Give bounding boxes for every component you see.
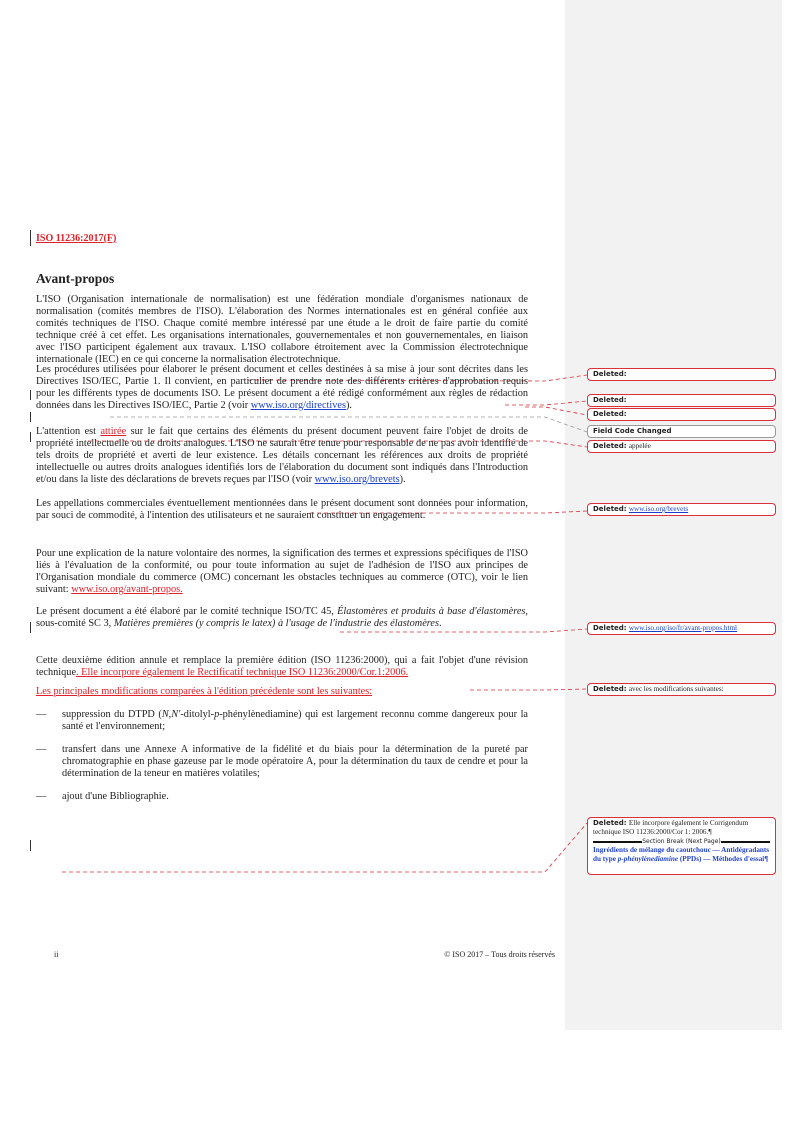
- brevets-link[interactable]: www.iso.org/brevets: [314, 473, 400, 485]
- text: ).: [346, 399, 353, 411]
- inserted-text: attirée: [100, 426, 127, 437]
- text: Pour une explication de la nature volontaire des normes, la signification des termes et expressions spécifiques de l'ISO liés à l'évaluation de la conformité, ou pour toute information au sujet de l'adhésion de l'ISO aux principes de l'Organisation mondiale du commerce (OMC) concernant les obstacles techniques au commerce (OTC), voir le lien suivant:: [36, 548, 528, 595]
- comment-label: Deleted:: [593, 819, 627, 827]
- text: , sous-comité SC 3,: [36, 606, 528, 629]
- text: N,N': [161, 709, 181, 720]
- text: Le présent document a été élaboré par le comité technique ISO/TC 45,: [36, 606, 338, 617]
- text: p: [214, 709, 220, 720]
- comment-deleted[interactable]: [587, 394, 776, 407]
- comment-field-code[interactable]: [587, 425, 776, 438]
- text: Matières premières (y compris le latex) à l'usage de l'industrie des élastomères: [113, 617, 439, 629]
- paragraph-voluntary: [36, 548, 528, 596]
- comment-label: Deleted:: [593, 505, 627, 513]
- change-bar: [30, 622, 31, 633]
- paragraph-committee: [36, 606, 528, 630]
- avant-propos-link[interactable]: www.iso.org/avant-propos.: [71, 583, 183, 595]
- section-break-label: Section Break (Next Page): [642, 838, 721, 845]
- comment-label: Field Code Changed: [593, 427, 672, 435]
- comment-deleted-section[interactable]: [587, 817, 776, 875]
- comment-text: Elle incorpore également le Corrigendum technique ISO 11236:2000/Cor 1: 2006.¶: [593, 819, 749, 836]
- text: -ditolyl-: [180, 709, 215, 720]
- text: p-phénylènediamine: [617, 855, 679, 863]
- comment-label: Deleted:: [593, 442, 627, 450]
- comment-label: Deleted:: [593, 370, 627, 378]
- dash-bullet: —: [36, 709, 47, 720]
- list-item: [36, 709, 528, 733]
- text: .: [438, 617, 442, 629]
- change-bar: [30, 840, 31, 851]
- comment-deleted[interactable]: [587, 408, 776, 421]
- text: (PPDs) — Méthodes d'essai¶: [678, 855, 769, 863]
- comment-label: Deleted:: [593, 396, 627, 404]
- comment-deleted[interactable]: [587, 683, 776, 696]
- paragraph-iso-intro: L'ISO (Organisation internationale de normalisation) est une fédération mondiale d'organismes nationaux de normalisation (comités membres de l'ISO). L'élaboration des Normes internationales est en général confiée aux comités techniques de l'ISO. Chaque comité membre intéressé par une étude a le droit de faire partie du comité technique créé à cet effet. Les organisations internationales, gouvernementales et non gouvernementales, en liaison avec l'ISO participent également aux travaux. L'ISO collabore étroitement avec la Commission électrotechnique internationale (IEC) en ce qui concerne la normalisation électrotechnique.: [36, 294, 528, 365]
- text: Cette deuxième édition annule et remplace la première édition (ISO 11236:2000), qui a fait l'objet d'une révision technique: [36, 655, 528, 678]
- document-header: ISO 11236:2017(F): [36, 233, 117, 244]
- dash-bullet: —: [36, 791, 47, 802]
- comment-deleted[interactable]: [587, 503, 776, 516]
- change-bar: [30, 432, 31, 442]
- change-bar: [30, 412, 31, 422]
- comment-label: Deleted:: [593, 685, 627, 693]
- list-item: [36, 791, 528, 803]
- directives-link[interactable]: www.iso.org/directives: [250, 399, 346, 411]
- dash-bullet: —: [36, 744, 47, 755]
- text: suppression du DTPD (: [62, 709, 162, 720]
- paragraph-procedures: [36, 364, 528, 412]
- text: L'attention est: [36, 426, 101, 437]
- paragraph-patents: [36, 426, 528, 486]
- copyright: © ISO 2017 – Tous droits réservés: [444, 950, 555, 959]
- change-bar: [30, 230, 31, 246]
- comment-text: www.iso.org/brevets: [628, 505, 689, 513]
- page-number: ii: [54, 950, 59, 959]
- paragraph-edition: [36, 655, 528, 679]
- text: Les procédures utilisées pour élaborer le présent document et celles destinées à sa mise à jour sont décrites dans les Directives ISO/IEC, Partie 1. Il convient, en particulier de prendre note des différents critères d'approbation requis pour les différents types de documents ISO. Le présent document a été rédigé conformément aux règles de rédaction données dans les Directives ISO/IEC, Partie 2 (voir: [36, 364, 528, 411]
- comment-label: Deleted:: [593, 410, 627, 418]
- section-title: Avant-propos: [36, 271, 115, 286]
- comment-label: Deleted:: [593, 624, 627, 632]
- text: ).: [399, 473, 406, 485]
- inserted-text: . Elle incorpore également le Rectificatif technique ISO 11236:2000/Cor.1:2006.: [76, 666, 409, 678]
- connector-line: [525, 407, 587, 415]
- comment-deleted[interactable]: [587, 368, 776, 381]
- list-item: [36, 744, 528, 780]
- text: transfert dans une Annexe A informative de la fidélité et du biais pour la détermination de la pureté par chromatographie en phase gazeuse par le mode opératoire A, pour la détermination du taux de cendre et pour la détermination de la teneur en matières volatiles;: [62, 744, 528, 779]
- connector-line: [62, 823, 587, 872]
- section-break: [593, 837, 770, 846]
- text: Élastomères et produits à base d'élastomères: [337, 606, 526, 617]
- text: ajout d'une Bibliographie.: [62, 791, 169, 802]
- comment-deleted[interactable]: [587, 622, 776, 635]
- comment-text: appelée: [628, 442, 651, 450]
- comment-deleted[interactable]: [587, 440, 776, 453]
- paragraph-trade-names: Les appellations commerciales éventuellement mentionnées dans le présent document sont données pour information, par souci de commodité, à l'intention des utilisateurs et ne sauraient constituer un engagement.: [36, 498, 528, 521]
- text: Ingrédients de mélange du caoutchouc — Antidégradants du type: [593, 846, 770, 863]
- text: sur le fait que certains des éléments du présent document peuvent faire l'objet de droits de propriété intellectuelle ou de droits analogues. L'ISO ne saurait être tenue pour responsable de ne pas avoir identifié de tels droits de propriété et averti de leur existence. Les détails concernant les références aux droits de propriété intellectuelle ou autres droits analogues identifiés lors de l'élaboration du document sont indiqués dans l'Introduction et/ou dans la liste des déclarations de brevets reçues par l'ISO (voir: [36, 426, 528, 485]
- paragraph-changes-intro: Les principales modifications comparées à l'édition précédente sont les suivantes:: [36, 686, 373, 697]
- deleted-title: [593, 846, 770, 864]
- text: -phénylènediamine) qui est largement reconnu comme dangereux pour la santé et l'environnement;: [62, 709, 528, 732]
- comment-text: www.iso.org/iso/fr/avant-propos.html: [628, 624, 738, 632]
- comment-text: avec les modifications suivantes:: [628, 685, 724, 693]
- change-bar: [30, 390, 31, 400]
